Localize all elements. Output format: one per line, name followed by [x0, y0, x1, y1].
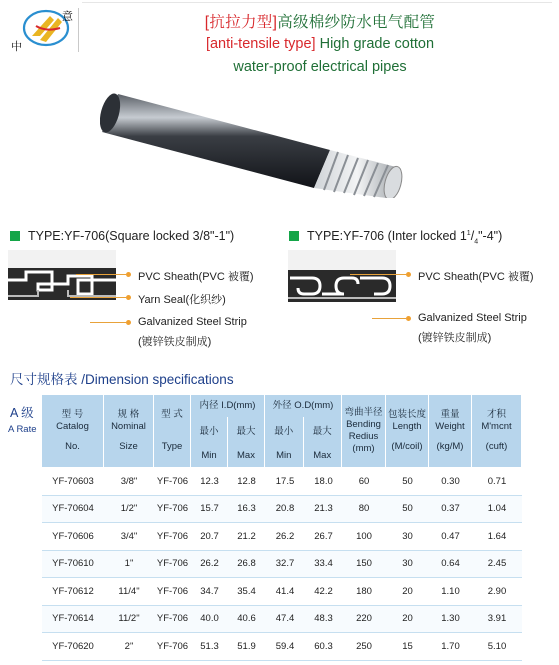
leader-line	[350, 274, 406, 275]
type-square-text: TYPE:YF-706(Square locked 3/8"-1")	[28, 229, 235, 243]
type-label-interlocked	[289, 229, 503, 246]
header-bending: 弯曲半径 Bending Redius (mm)	[342, 395, 386, 468]
callout-steel-strip: Galvanized Steel Strip	[418, 312, 527, 324]
callout-dot-icon	[126, 320, 131, 325]
pipe-illustration	[100, 80, 440, 198]
logo-right-char: 意	[62, 10, 73, 23]
table-row: YF-70606 3/4" YF-706 20.7 21.2 26.2 26.7 100 30 0.47 1.64	[42, 523, 522, 551]
title-en-rest: High grade cotton	[315, 36, 435, 52]
title-en-bracket: [anti-tensile type]	[205, 36, 316, 52]
callout-pvc-sheath: PVC Sheath(PVC 被覆)	[418, 271, 534, 283]
table-row: YF-70603 3/8" YF-706 12.3 12.8 17.5 18.0 60 50 0.30 0.71	[42, 468, 522, 496]
header-length: 包装长度 Length (M/coil)	[386, 395, 429, 468]
interlocked-diagram	[288, 250, 396, 322]
title-english-line2: water-proof electrical pipes	[233, 59, 407, 75]
callout-steel-strip: Galvanized Steel Strip	[138, 316, 247, 328]
title-cn-rest: 高级棉纱防水电气配管	[277, 14, 436, 31]
callout-dot-icon	[406, 316, 411, 321]
header-od: 外径 O.D(mm) 最小 Min 最大 Max	[265, 395, 342, 468]
callout-pvc-sheath: PVC Sheath(PVC 被覆)	[138, 271, 254, 283]
table-body	[42, 468, 522, 661]
header-weight: 重量 Weight (kg/M)	[429, 395, 472, 468]
table-row: YF-70610 1" YF-706 26.2 26.8 32.7 33.4 150 30 0.64 2.45	[42, 551, 522, 579]
header-catalog: 型 号 Catalog No.	[42, 395, 104, 468]
logo-left-char: 中	[11, 40, 22, 53]
header-id: 内径 I.D(mm) 最小 Min 最大 Max	[191, 395, 265, 468]
grade-label: A 级	[10, 406, 34, 420]
callout-yarn-seal: Yarn Seal(化织纱)	[138, 294, 226, 306]
title-english-line1	[90, 36, 550, 52]
company-logo	[10, 6, 76, 54]
callout-steel-strip-cn: (镀锌铁皮制成)	[418, 332, 492, 344]
title-cn-bracket: [抗拉力型]	[204, 14, 278, 31]
leader-line	[372, 318, 406, 319]
leader-line	[90, 322, 126, 323]
callout-steel-strip-cn: (镀锌铁皮制成)	[138, 336, 212, 348]
header-mcnt: 才积 M'mcnt (cuft)	[472, 395, 522, 468]
divider	[78, 8, 79, 52]
grade-sublabel: A Rate	[8, 424, 37, 435]
header-type: 型 式 Type	[154, 395, 191, 468]
table-row: YF-70612 11/4" YF-706 34.7 35.4 41.4 42.2 180 20 1.10 2.90	[42, 578, 522, 606]
title-chinese	[90, 10, 550, 32]
table-row: YF-70614 11/2" YF-706 40.0 40.6 47.4 48.3 220 20 1.30 3.91	[42, 606, 522, 634]
type-interlocked-text: TYPE:YF-706 (Inter locked $1^1/_4"-4$")	[307, 229, 503, 246]
table-row: YF-70604 1/2" YF-706 15.7 16.3 20.8 21.3 80 50 0.37 1.04	[42, 496, 522, 524]
callout-dot-icon	[406, 272, 411, 277]
table-row: YF-70620 2" YF-706 51.3 51.9 59.4 60.3 250 15 1.70 5.10	[42, 633, 522, 661]
bullet-square-icon	[289, 231, 299, 241]
leader-line	[76, 274, 126, 275]
header-nominal: 规 格 Nominal Size	[104, 395, 154, 468]
leader-line	[70, 297, 126, 298]
callout-dot-icon	[126, 295, 131, 300]
bullet-square-icon	[10, 231, 20, 241]
square-locked-diagram	[8, 250, 116, 322]
top-rule	[82, 2, 552, 3]
dimension-table	[42, 395, 522, 661]
callout-dot-icon	[126, 272, 131, 277]
type-label-square	[10, 229, 234, 243]
dimension-title: 尺寸规格表 /Dimension specifications	[10, 372, 234, 387]
